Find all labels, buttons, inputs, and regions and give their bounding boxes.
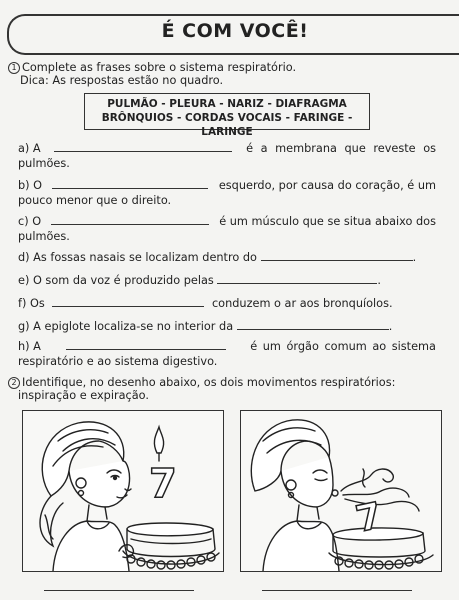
question-1-hint: Dica: As respostas estão no quadro. <box>20 74 224 87</box>
item-d-end: . <box>412 251 417 264</box>
item-a-after: é a membrana que reveste os <box>246 142 436 155</box>
item-e <box>18 273 436 288</box>
item-e-blank[interactable] <box>217 273 377 284</box>
item-c-after: é um músculo que se situa abaixo dos <box>219 215 436 228</box>
item-a-blank[interactable] <box>54 141 232 152</box>
question-1-number: 1 <box>8 62 20 74</box>
item-f-after: conduzem o ar aos bronquíolos. <box>211 297 393 310</box>
answer-line-left[interactable] <box>44 590 194 591</box>
question-2-instruction <box>8 376 395 390</box>
item-h-label: h) A <box>18 340 41 353</box>
question-1-text: Complete as frases sobre o sistema respiratório. <box>22 61 297 74</box>
item-h <box>18 339 436 369</box>
girl-cake-drawing-right <box>241 411 441 571</box>
item-b-wrap: pouco menor que o direito. <box>18 194 172 207</box>
item-h-wrap: respiratório e ao sistema digestivo. <box>18 355 218 368</box>
question-2-number: 2 <box>8 377 20 389</box>
item-g-end: . <box>388 320 393 333</box>
item-d <box>18 250 436 265</box>
item-b <box>18 178 436 208</box>
question-2-text-line-2: inspiração e expiração. <box>18 389 149 402</box>
item-f <box>18 296 436 311</box>
page-title: É COM VOCÊ! <box>161 20 309 42</box>
cake-number-left: 7 <box>149 461 177 507</box>
item-g-text: g) A epiglote localiza-se no interior da <box>18 320 234 333</box>
item-d-text: d) As fossas nasais se localizam dentro do <box>18 251 257 264</box>
item-e-text: e) O som da voz é produzido pelas <box>18 274 214 287</box>
item-a <box>18 141 436 171</box>
picture-expiration <box>240 410 442 572</box>
word-box <box>84 93 370 138</box>
item-g <box>18 319 436 334</box>
item-c-label: c) O <box>18 215 42 228</box>
answer-line-right[interactable] <box>262 590 412 591</box>
item-c-wrap: pulmões. <box>18 230 70 243</box>
item-b-blank[interactable] <box>52 178 208 189</box>
item-g-blank[interactable] <box>237 319 389 330</box>
item-d-blank[interactable] <box>261 250 413 261</box>
item-a-wrap: pulmões. <box>18 157 70 170</box>
item-b-after: esquerdo, por causa do coração, é um <box>218 179 436 192</box>
item-c <box>18 214 436 244</box>
word-box-line-1: PULMÃO - PLEURA - NARIZ - DIAFRAGMA <box>107 98 347 110</box>
item-f-blank[interactable] <box>52 296 204 307</box>
question-1-instruction <box>8 61 296 75</box>
item-b-label: b) O <box>18 179 43 192</box>
item-h-blank[interactable] <box>66 339 226 350</box>
item-a-label: a) A <box>18 142 41 155</box>
picture-inspiration <box>22 410 224 572</box>
item-c-blank[interactable] <box>51 214 209 225</box>
item-e-end: . <box>377 274 381 287</box>
item-h-after: é um órgão comum ao sistema <box>250 340 436 353</box>
cake-number-right: 7 <box>352 495 386 541</box>
item-f-label: f) Os <box>18 297 45 310</box>
girl-cake-drawing-left <box>23 411 223 571</box>
word-box-line-2: BRÔNQUIOS - CORDAS VOCAIS - FARINGE - LARINGE <box>101 112 353 138</box>
question-2-text: Identifique, no desenho abaixo, os dois movimentos respiratórios: <box>22 376 396 389</box>
